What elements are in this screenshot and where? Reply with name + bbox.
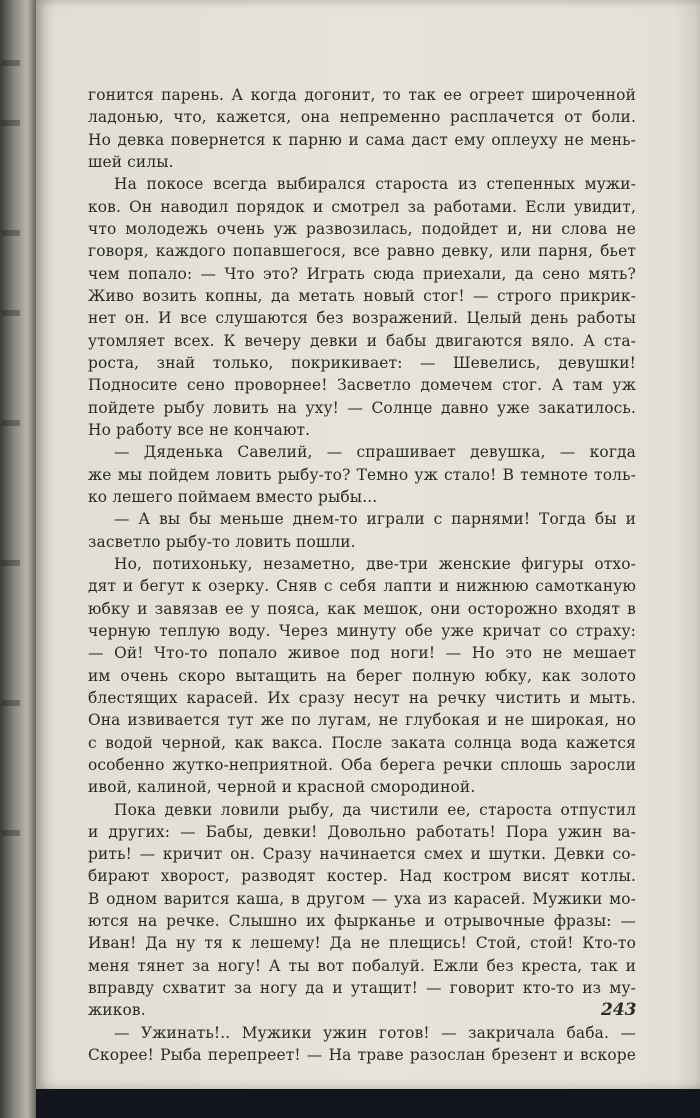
page-body-text — [88, 84, 636, 1066]
text-line: шей силы. — [88, 152, 174, 171]
page-number: 243 — [601, 1000, 637, 1020]
text-line: Иван! Да ну тя к лешему! Да не плещись! Стой, стой! Кто-то — [88, 934, 636, 953]
facing-page-text-fragment — [2, 560, 20, 566]
text-line: юбку и завязав ее у пояса, как мешок, они осторожно входят в — [88, 599, 636, 618]
text-line: нет он. И все слушаются без возражений. Целый день работы — [88, 309, 636, 328]
text-line: ются на речке. Слышно их фырканье и отрывочные фразы: — — [88, 912, 636, 931]
facing-page-text-fragment — [2, 60, 20, 66]
text-line: рить! — кричит он. Сразу начинается смех и шутки. Девки со- — [88, 845, 636, 864]
facing-page-text-fragment — [2, 420, 20, 426]
text-line: утомляет всех. К вечеру девки и бабы двигаются вяло. А ста- — [88, 331, 636, 350]
text-line: блестящих карасей. Их сразу несут на речку чистить и мыть. — [88, 688, 636, 707]
text-line: Но девка повернется к парню и сама даст ему оплеуху не мень- — [88, 130, 636, 149]
text-line: — А вы бы меньше днем-то играли с парнями! Тогда бы и — [114, 510, 636, 529]
text-line: особенно жутко-неприятной. Оба берега речки сплошь заросли — [88, 755, 636, 774]
text-line: гонится парень. А когда догонит, то так ее огреет широченной — [88, 86, 636, 104]
facing-page-text-fragment — [2, 310, 20, 316]
text-line: ладонью, что, кажется, она непременно расплачется от боли. — [88, 108, 636, 127]
book-page — [36, 0, 700, 1089]
text-line: меня тянет за ногу! А ты вот побалуй. Ежли без креста, так и — [88, 956, 636, 975]
text-line: и других: — Бабы, девки! Довольно работать! Пора ужин ва- — [88, 822, 636, 841]
text-line: На покосе всегда выбирался староста из степенных мужи- — [114, 175, 636, 194]
text-line: черную теплую воду. Через минуту обе уже кричат со страху: — [88, 621, 636, 640]
text-line: пойдете рыбу ловить на уху! — Солнце давно уже закатилось. — [88, 398, 636, 417]
text-line: — Ой! Что-то попало живое под ноги! — Но это не мешает — [88, 644, 636, 663]
text-line: Пока девки ловили рыбу, да чистили ее, староста отпустил — [114, 800, 636, 819]
text-line: Она извивается тут же по лугам, не глубокая и не широкая, но — [88, 711, 636, 730]
text-line: Живо возить копны, да метать новый стог! — строго прикрик- — [88, 286, 636, 305]
text-line: жиков. — [88, 1001, 146, 1020]
text-line: — Ужинать!.. Мужики ужин готов! — закричала баба. — — [114, 1023, 636, 1042]
text-line: ков. Он наводил порядок и смотрел за работами. Если увидит, — [88, 197, 636, 216]
text-line: роста, знай только, покрикивает: — Шевелись, девушки! — [88, 353, 636, 372]
text-line: дят и бегут к озерку. Сняв с себя лапти и нижнюю самотканую — [88, 577, 636, 596]
text-line: им очень скоро вытащить на берег полную юбку, как золото — [88, 666, 636, 685]
text-line: В одном варится каша, в другом — уха из карасей. Мужики мо- — [88, 889, 636, 908]
text-line: Скорее! Рыба перепреет! — На траве разослан брезент и вскоре — [88, 1046, 636, 1065]
text-line: бирают хворост, разводят костер. Над костром висят котлы. — [88, 867, 636, 886]
text-line: Подносите сено проворнее! Засветло домечем стог. А там уж — [88, 376, 636, 395]
text-line: что молодежь очень уж развозилась, подойдет и, ни слова не — [88, 219, 636, 238]
text-line: Но, потихоньку, незаметно, две-три женские фигуры отхо- — [114, 554, 636, 573]
text-line: говоря, каждого попавшегося, все равно девку, или парня, бьет — [88, 242, 636, 261]
text-line: ко лешего поймаем вместо рыбы... — [88, 487, 378, 506]
text-line: Но работу все не кончают. — [88, 420, 311, 439]
text-line: вправду схватит за ногу да и утащит! — говорит кто-то из му- — [88, 979, 636, 998]
text-line: же мы пойдем ловить рыбу-то? Темно уж стало! В темноте толь- — [88, 465, 636, 484]
facing-page-text-fragment — [2, 120, 20, 126]
text-line: чем попало: — Что это? Играть сюда приехали, да сено мять? — [88, 264, 636, 283]
text-line: с водой черной, как вакса. После заката солнца вода кажется — [88, 733, 636, 752]
facing-page-edge — [0, 0, 36, 1118]
facing-page-text-fragment — [2, 830, 20, 836]
facing-page-text-fragment — [2, 230, 20, 236]
facing-page-text-fragment — [2, 700, 20, 706]
text-line: — Дяденька Савелий, — спрашивает девушка, — когда — [114, 443, 636, 462]
text-line: ивой, калиной, черной и красной смородиной. — [88, 778, 476, 797]
text-line: засветло рыбу-то ловить пошли. — [88, 532, 356, 551]
